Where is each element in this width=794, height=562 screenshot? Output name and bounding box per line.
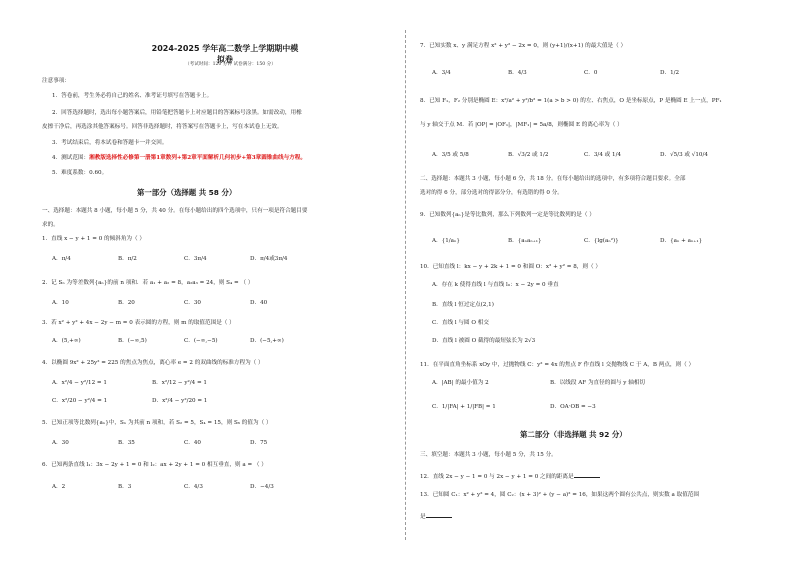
option-d: D．π/4或3π/4 xyxy=(250,256,288,262)
option-b: B．π/2 xyxy=(118,256,137,262)
option-a: A．30 xyxy=(52,440,69,446)
section-intro: 求的。 xyxy=(42,222,59,228)
option-c: C．3π/4 xyxy=(184,256,207,262)
option-a: A．|AB| 的最小值为 2 xyxy=(432,380,489,386)
option-b: B．√3/2 或 1/2 xyxy=(508,152,549,158)
section-intro: 二、选择题：本题共 3 小题，每小题 6 分，共 18 分。在每小题给出的选项中，有多项符合题目要求。全部 xyxy=(420,176,686,182)
question-6: 6．已知两条直线 l₁：3x − 2y + 1 = 0 和 l₂：ax + 2y + 1 = 0 相互垂直，则 a = （ ） xyxy=(42,462,267,468)
option-d: D．x²/4 − y²/20 = 1 xyxy=(152,398,208,404)
option-d: D．40 xyxy=(250,300,268,306)
notice-item: 5．难度系数：0.60。 xyxy=(52,170,108,176)
notice-item: 3．考试结束后，将本试卷和答题卡一并交回。 xyxy=(52,140,168,146)
notice-heading: 注意事项： xyxy=(42,78,70,84)
part2-title: 第二部分（非选择题 共 92 分） xyxy=(520,430,627,439)
option-d: D．−4/3 xyxy=(250,484,274,490)
option-a: A．2 xyxy=(52,484,66,490)
option-c: C．x²/20 − y²/4 = 1 xyxy=(52,398,108,404)
question-10: 10．已知直线 l：kx − y + 2k + 1 = 0 和圆 O：x² + y² = 8，则（ ） xyxy=(420,264,601,270)
question-7: 7．已知实数 x、y 满足方程 x² + y² − 2x = 0，则 (y+1)/(x+1) 的最大值是（ ） xyxy=(420,43,627,49)
option-d: D．√5/3 或 √10/4 xyxy=(660,152,708,158)
option-b: B．x²/12 − y²/4 = 1 xyxy=(152,380,207,386)
option-b: B．4/3 xyxy=(508,70,527,76)
option-d: D．OA·OB = −3 xyxy=(550,404,596,410)
option-c: C．{lg(aₙ²)} xyxy=(584,238,619,244)
option-b: B．20 xyxy=(118,300,135,306)
option-c: C．0 xyxy=(584,70,598,76)
question-1: 1．直线 x − y + 1 = 0 的倾斜角为（ ） xyxy=(42,236,145,242)
answer-blank xyxy=(574,472,600,478)
question-8-cont: 与 y 轴交于点 M．若 |OP| = |OF₁|，|MF₁| = 5a/8，则椭圆 E 的离心率为（ ） xyxy=(420,122,623,128)
option-a: A．10 xyxy=(52,300,69,306)
option-b: B．以线段 AF 为直径的圆与 y 轴相切 xyxy=(550,380,646,386)
notice-item: 1．答卷前，考生务必将自己的姓名、准考证号填写在答题卡上。 xyxy=(52,93,213,99)
section-intro: 三、填空题：本题共 3 小题，每小题 5 分，共 15 分。 xyxy=(420,452,557,458)
question-12 xyxy=(420,472,600,482)
notice-item xyxy=(52,155,306,163)
question-5: 5．已知正项等比数列{aₙ}中，Sₙ 为其前 n 项和，若 S₂ = 5，S₄ = 15，则 S₆ 的值为（ ） xyxy=(42,420,272,426)
scope-text: 湘教版选择性必修第一册第1章数列+第2章平面解析几何初步+第3章圆锥曲线与方程。 xyxy=(89,155,306,161)
option-c: C．直线 l 与圆 O 相交 xyxy=(432,320,489,326)
option-a: A．x²/4 − y²/12 = 1 xyxy=(52,380,107,386)
page-title: 2024-2025 学年高二数学上学期期中模拟卷 xyxy=(151,44,299,64)
option-b: B．直线 l 恒过定点(2,1) xyxy=(432,302,494,308)
option-a: A．3/5 或 5/8 xyxy=(432,152,469,158)
option-b: B．35 xyxy=(118,440,135,446)
option-c: C．4/3 xyxy=(184,484,203,490)
section-intro: 一、选择题：本题共 8 小题，每小题 5 分，共 40 分。在每小题给出的四个选项中，只有一项是符合题目要 xyxy=(42,208,308,214)
option-a: A．π/4 xyxy=(52,256,71,262)
question-8: 8．已知 F₁，F₂ 分别是椭圆 E：x²/a² + y²/b² = 1(a > b > 0) 的左、右焦点，O 是坐标原点，P 是椭圆 E 上一点，PF₁ xyxy=(420,98,722,104)
section-intro: 选对的得 6 分，部分选对的得部分分，有选错的得 0 分。 xyxy=(420,190,563,196)
option-d: D．1/2 xyxy=(660,70,680,76)
option-b: B．{aₙaₙ₊₁} xyxy=(508,238,542,244)
option-a: A．3/4 xyxy=(432,70,451,76)
notice-item: 2．回答选择题时，选出每小题答案后，用铅笔把答题卡上对应题目的答案标号涂黑。如需改动，用橡 xyxy=(52,110,302,116)
option-d: D．(−5,+∞) xyxy=(250,338,284,344)
option-c: C．3/4 或 1/4 xyxy=(584,152,622,158)
option-c: C．40 xyxy=(184,440,201,446)
part1-title: 第一部分（选择题 共 58 分） xyxy=(137,188,237,197)
option-a: A．{1/aₙ} xyxy=(432,238,460,244)
exam-info: （考试时间：120 分钟 试卷满分：150 分） xyxy=(185,62,276,67)
question-4: 4．以椭圆 9x² + 25y² = 225 的焦点为焦点，离心率 e = 2 的双曲线的标准方程为（ ） xyxy=(42,360,264,366)
question-11: 11．在平面直角坐标系 xOy 中，过抛物线 C：y² = 4x 的焦点 F 作直线 l 交抛物线 C 于 A，B 两点，则（ ） xyxy=(420,362,695,368)
option-a: A．(5,+∞) xyxy=(52,338,81,344)
option-d: D．75 xyxy=(250,440,268,446)
question-13-end: 是 xyxy=(420,514,426,520)
option-d: D．直线 l 被圆 O 截得的最短弦长为 2√3 xyxy=(432,338,536,344)
question-12-stem: 12．直线 2x − y − 1 = 0 与 2x − y + 1 = 0 之间的距离是 xyxy=(420,474,574,480)
option-c: C．1/|FA| + 1/|FB| = 1 xyxy=(432,404,496,410)
question-9: 9．已知数列{aₙ}是等比数列，那么下列数列一定是等比数列的是（ ） xyxy=(420,212,595,218)
question-2: 2．记 Sₙ 为等差数列{aₙ}的前 n 项和．若 a₁ + a₂ = 8，a₂a₃ = 24，则 S₄ = （ ） xyxy=(42,280,254,286)
option-c: C．30 xyxy=(184,300,201,306)
column-divider xyxy=(405,30,406,540)
option-b: B．3 xyxy=(118,484,132,490)
answer-blank xyxy=(426,512,452,518)
option-b: B．(−∞,5) xyxy=(118,338,147,344)
option-a: A．存在 k 使得直线 l 与直线 l₀：x − 2y = 0 垂直 xyxy=(432,282,559,288)
question-13-cont xyxy=(420,512,452,522)
question-3: 3．若 x² + y² + 4x − 2y − m = 0 表示圆的方程，则 m 的取值范围是（ ） xyxy=(42,320,235,326)
notice-item: 皮擦干净后，再选涂其他答案标号。回答非选择题时，将答案写在答题卡上，写在本试卷上无效。 xyxy=(42,124,283,130)
question-13: 13．已知圆 C₁：x² + y² = 4，圆 C₂：(x + 3)² + (y − a)² = 16，如果这两个圆有公共点，则实数 a 取值范围 xyxy=(420,492,700,498)
option-c: C．(−∞,−5) xyxy=(184,338,218,344)
scope-label: 4．测试范围： xyxy=(52,155,90,161)
option-d: D．{aₙ + aₙ₊₁} xyxy=(660,238,703,244)
